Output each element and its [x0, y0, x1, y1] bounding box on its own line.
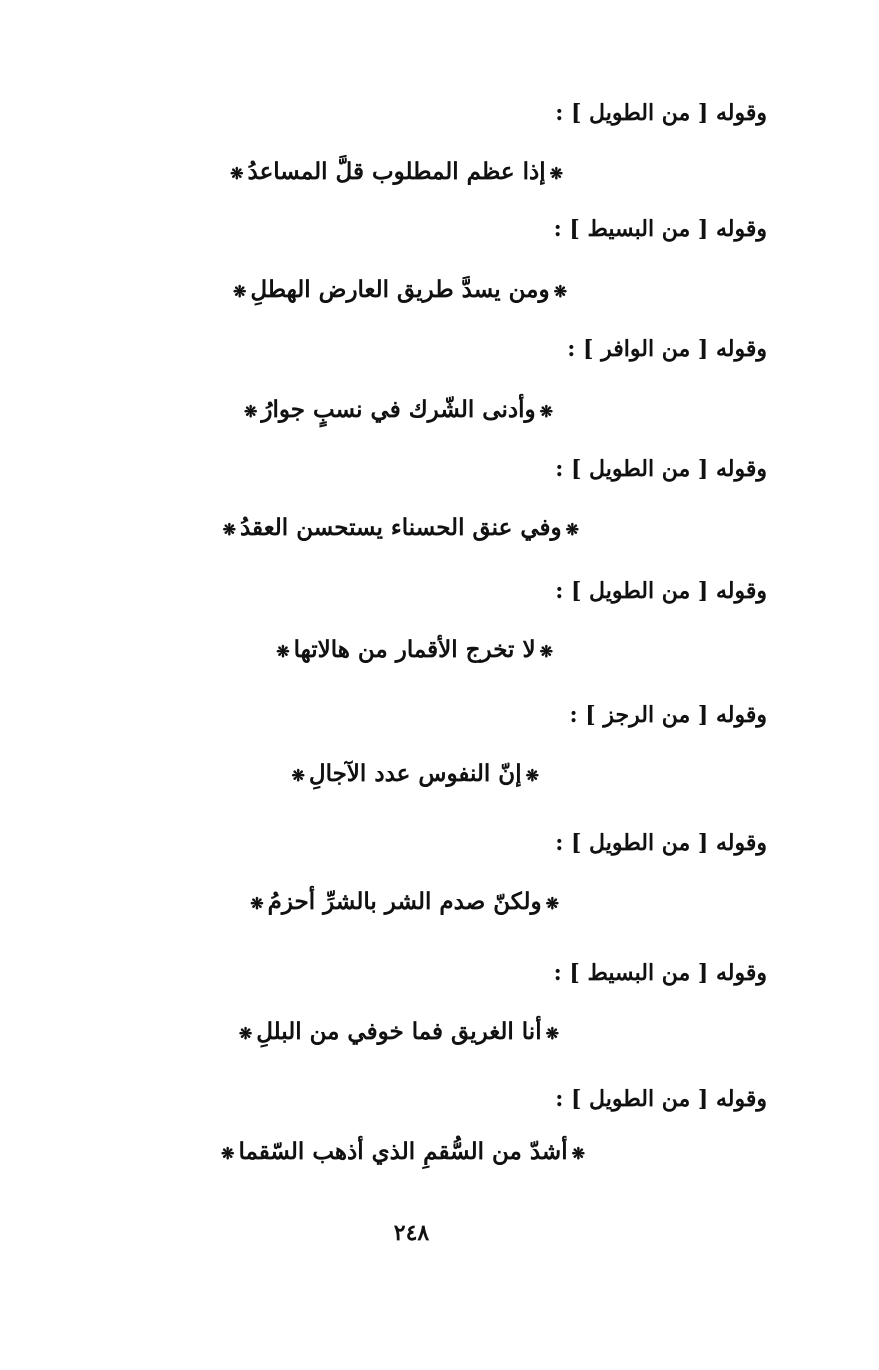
meter-intro-2: وقوله [ من البسيط ] :	[553, 216, 767, 242]
meter-intro-5: وقوله [ من الطويل ] :	[555, 578, 767, 604]
verse-2	[229, 276, 571, 303]
verse-marker-start: ❋	[545, 1023, 559, 1043]
verse-text: إنّ النفوس عدد الآجالِ	[308, 760, 522, 787]
meter-intro-4: وقوله [ من الطويل ] :	[555, 456, 767, 482]
verse-marker-end: ❋	[250, 893, 264, 913]
verse-marker-start: ❋	[549, 163, 563, 183]
verse-marker-end: ❋	[238, 1023, 253, 1043]
verse-9	[217, 1138, 589, 1165]
verse-text: وأدنى الشّرك في نسبٍ جوارُ	[261, 396, 536, 423]
meter-intro-7: وقوله [ من الطويل ] :	[555, 830, 767, 856]
verse-5	[272, 636, 557, 663]
verse-marker-start: ❋	[545, 893, 559, 913]
verse-text: ولكنّ صدم الشر بالشرِّ أحزمُ	[267, 888, 542, 915]
verse-marker-start: ❋	[571, 1143, 585, 1163]
verse-marker-end: ❋	[276, 641, 290, 661]
meter-intro-6: وقوله [ من الرجز ] :	[569, 702, 767, 728]
verse-text: لا تخرج الأقمار من هالاتها	[293, 636, 536, 663]
verse-marker-end: ❋	[221, 1143, 235, 1163]
verse-marker-end: ❋	[291, 765, 305, 785]
verse-7	[246, 888, 563, 915]
verse-marker-start: ❋	[539, 641, 553, 661]
meter-intro-3: وقوله [ من الوافر ] :	[567, 336, 767, 362]
verse-marker-start: ❋	[553, 281, 567, 301]
meter-intro-1: وقوله [ من الطويل ] :	[555, 100, 767, 126]
verse-marker-end: ❋	[222, 519, 236, 539]
verse-3	[240, 396, 557, 423]
verse-marker-end: ❋	[244, 401, 258, 421]
verse-1	[226, 158, 567, 185]
verse-marker-start: ❋	[539, 401, 553, 421]
verse-marker-end: ❋	[232, 281, 247, 301]
page-number: ٢٤٨	[393, 1220, 430, 1246]
verse-marker-start: ❋	[565, 519, 579, 539]
verse-text: أشدّ من السُّقمِ الذي أذهب السّقما	[238, 1138, 568, 1165]
verse-text: ومن يسدَّ طريق العارض الهطلِ	[250, 276, 550, 303]
verse-text: إذا عظم المطلوب قلَّ المساعدُ	[247, 158, 546, 185]
meter-intro-8: وقوله [ من البسيط ] :	[553, 960, 767, 986]
meter-intro-9: وقوله [ من الطويل ] :	[555, 1086, 767, 1112]
verse-8	[235, 1018, 563, 1045]
verse-4	[219, 514, 583, 541]
verse-marker-start: ❋	[525, 765, 539, 785]
verse-marker-end: ❋	[230, 163, 244, 183]
verse-text: أنا الغريق فما خوفي من البللِ	[256, 1018, 542, 1045]
verse-6	[287, 760, 543, 787]
verse-text: وفي عنق الحسناء يستحسن العقدُ	[239, 514, 562, 541]
